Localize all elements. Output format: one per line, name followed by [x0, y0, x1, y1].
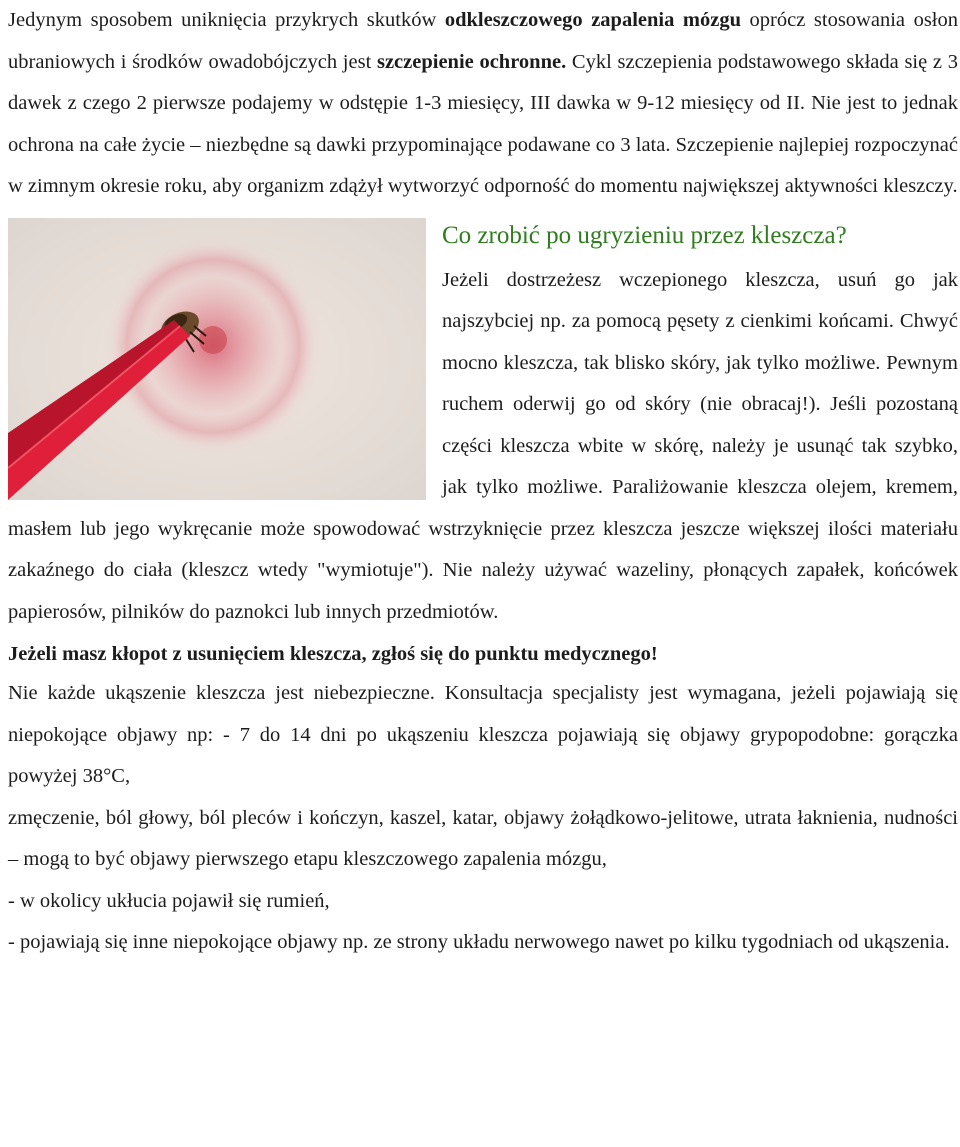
intro-text-3: Cykl szczepienia podstawowego składa się z 3 dawek z czego 2 pierwsze podajemy w odstępie 1-3 miesięcy, III dawka w 9-12 miesięcy od II. Nie jest to jednak ochrona na całe życie – niezbędne są dawki przypominające podawane co 3 lata. Szczepienie najlepiej rozpoczynać w zimnym okresie roku, aby organizm zdążył wytworzyć odporność do momentu największej aktywności kleszczy.	[8, 50, 958, 197]
medical-warning: Jeżeli masz kłopot z usunięciem kleszcza, zgłoś się do punktu medycznego!	[8, 643, 658, 665]
bite-center	[199, 326, 227, 354]
closing-paragraph-1: Nie każde ukąszenie kleszcza jest niebezpieczne. Konsultacja specjalisty jest wymagana, jeżeli pojawiają się niepokojące objawy np: - 7 do 14 dni po ukąszeniu kleszcza pojawiają się objawy grypopodobne: gorączka powyżej 38°C,	[8, 682, 958, 787]
intro-text-1: Jedynym sposobem uniknięcia przykrych skutków	[8, 9, 445, 31]
intro-text-2: oprócz stosowania osłon ubraniowych i środków owadobójczych jest	[8, 9, 958, 73]
intro-bold-vaccination: szczepienie ochronne.	[376, 50, 567, 73]
tick-removal-photo	[8, 218, 426, 500]
closing-paragraph-2: zmęczenie, ból głowy, ból pleców i kończyn, kaszel, katar, objawy żołądkowo-jelitowe, utrata łaknienia, nudności – mogą to być objawy pierwszego etapu kleszczowego zapalenia mózgu,	[8, 806, 958, 870]
removal-instructions: Jeżeli dostrzeżesz wczepionego kleszcza, usuń go jak najszybciej np. za pomocą pęsety z cienkimi końcami. Chwyć mocno kleszcza, tak blisko skóry, jak tylko możliwe. Pewnym ruchem oderwij go od skóry (nie obracaj!). Jeśli pozostaną części kleszcza wbite w skórę, należy je usunąć tak szybko, jak tylko możliwe. Paraliżowanie kleszcza olejem, kremem, masłem lub jego wykręcanie może spowodować wstrzyknięcie przez kleszcza jeszcze większej ilości materiału zakaźnego do ciała (kleszcz wtedy "wymiotuje"). Nie należy używać wazeliny, płonących zapałek, końcówek papierosów, pilników do paznokci lub innych przedmiotów.	[8, 268, 958, 623]
tick-photo-illustration	[8, 218, 426, 500]
section-heading: Co zrobić po ugryzieniu przez kleszcza?	[442, 221, 847, 249]
closing-paragraph-4: - pojawiają się inne niepokojące objawy np. ze strony układu nerwowego nawet po kilku tygodniach od ukąszenia.	[8, 931, 950, 953]
intro-paragraph	[8, 0, 958, 208]
article	[8, 0, 958, 964]
intro-bold-tbe: odkleszczowego zapalenia mózgu	[444, 9, 741, 31]
closing-paragraph-3: - w okolicy ukłucia pojawił się rumień,	[8, 889, 330, 912]
